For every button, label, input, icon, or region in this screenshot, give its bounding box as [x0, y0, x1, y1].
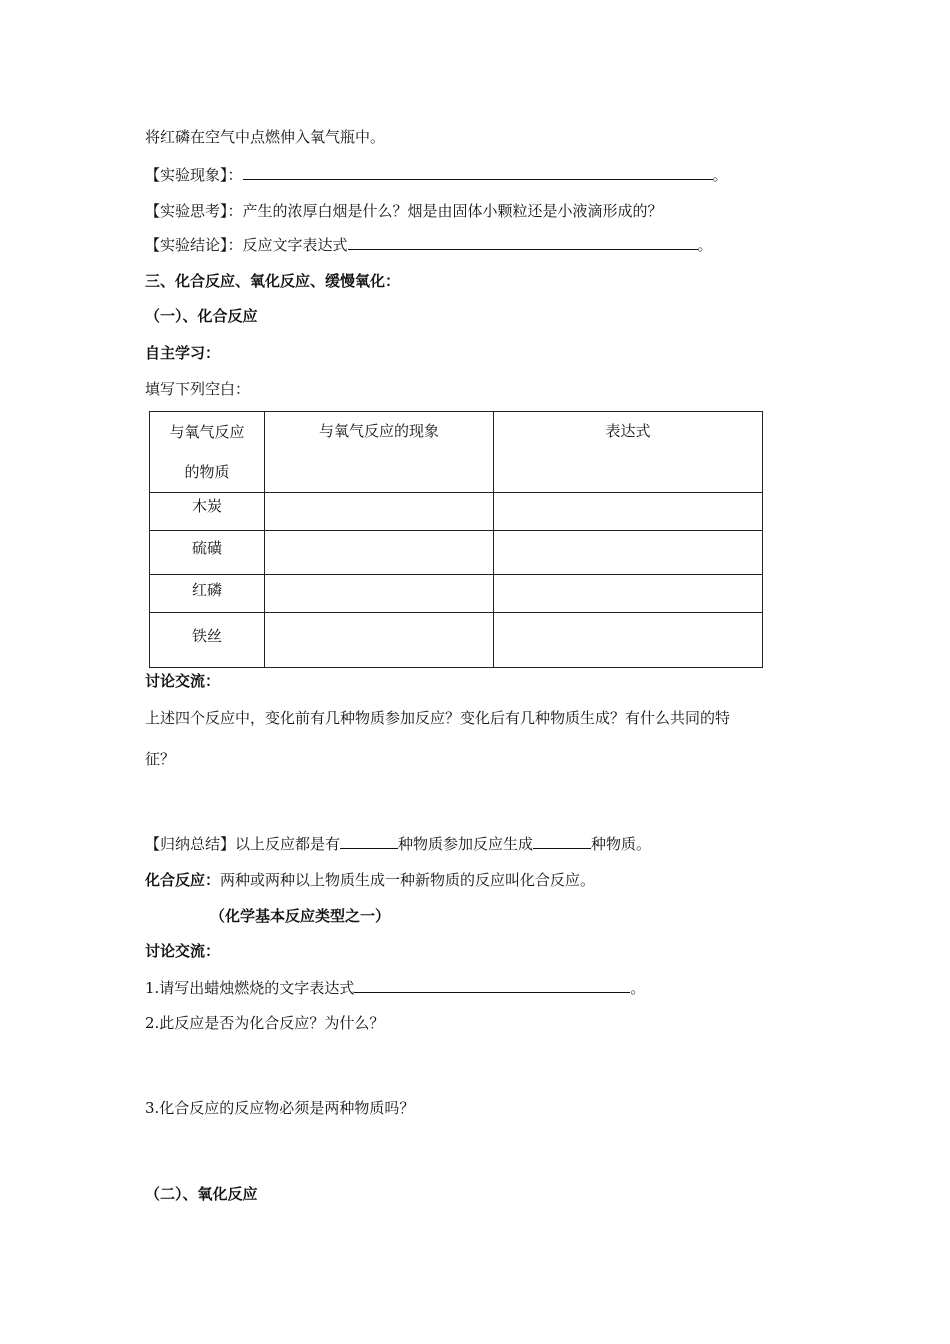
thinking-line	[145, 201, 663, 221]
phenomenon-label: 【实验现象】：	[145, 166, 243, 184]
conclusion-text: 反应文字表达式	[242, 236, 348, 254]
discussion-heading-1: 讨论交流：	[145, 672, 221, 690]
header-expression: 表达式	[494, 412, 763, 493]
table-row	[150, 613, 763, 668]
phenomenon-blank[interactable]	[243, 164, 713, 180]
substance-cell: 铁丝	[150, 613, 265, 668]
definition-term: 化合反应：	[145, 871, 221, 889]
subsection-heading-2: （二）、氧化反应	[145, 1185, 258, 1203]
substance-cell: 木炭	[150, 493, 265, 531]
question-1-blank[interactable]	[354, 977, 630, 993]
self-study-heading: 自主学习：	[145, 344, 221, 362]
conclusion-blank[interactable]	[348, 234, 698, 250]
table-row	[150, 575, 763, 613]
phenomenon-cell[interactable]	[265, 613, 494, 668]
substance-cell: 红磷	[150, 575, 265, 613]
header-substance-line1: 与氧气反应	[169, 423, 245, 441]
question-line-1: 上述四个反应中，变化前有几种物质参加反应？变化后有几种物质生成？有什么共同的特	[145, 709, 731, 727]
reaction-table	[149, 411, 763, 668]
expression-cell[interactable]	[494, 613, 763, 668]
expression-cell[interactable]	[494, 575, 763, 613]
fill-instruction: 填写下列空白：	[145, 380, 251, 398]
thinking-text: 产生的浓厚白烟是什么？烟是由固体小颗粒还是小液滴形成的？	[242, 202, 663, 220]
question-3: 3.化合反应的反应物必须是两种物质吗？	[145, 1099, 415, 1117]
question-1-text: 1.请写出蜡烛燃烧的文字表达式	[145, 979, 355, 997]
conclusion-line	[145, 234, 713, 255]
expression-cell[interactable]	[494, 531, 763, 575]
header-substance	[150, 412, 265, 493]
question-2: 2.此反应是否为化合反应？为什么？	[145, 1014, 385, 1032]
summary-part-b: 种物质参加反应生成	[398, 835, 534, 853]
question-1-end: 。	[630, 979, 646, 997]
substance-cell: 硫磺	[150, 531, 265, 575]
section-heading: 三、化合反应、氧化反应、缓慢氧化：	[145, 272, 401, 290]
header-phenomenon: 与氧气反应的现象	[265, 412, 494, 493]
table-row	[150, 531, 763, 575]
phenomenon-cell[interactable]	[265, 575, 494, 613]
phenomenon-cell[interactable]	[265, 531, 494, 575]
phenomenon-end: 。	[712, 166, 728, 184]
table-header-row	[150, 412, 763, 493]
thinking-label: 【实验思考】：	[145, 202, 243, 220]
header-substance-line2: 的物质	[184, 463, 230, 481]
conclusion-label: 【实验结论】：	[145, 236, 243, 254]
discussion-heading-2: 讨论交流：	[145, 942, 221, 960]
expression-cell[interactable]	[494, 493, 763, 531]
table-row	[150, 493, 763, 531]
summary-blank-1[interactable]	[340, 833, 398, 849]
summary-blank-2[interactable]	[533, 833, 591, 849]
question-line-2: 征？	[145, 750, 176, 768]
summary-part-c: 种物质。	[591, 835, 652, 853]
phenomenon-cell[interactable]	[265, 493, 494, 531]
conclusion-end: 。	[697, 236, 713, 254]
summary-line	[145, 833, 651, 854]
intro-text: 将红磷在空气中点燃伸入氧气瓶中。	[145, 128, 386, 146]
definition-text: 两种或两种以上物质生成一种新物质的反应叫化合反应。	[220, 871, 596, 889]
question-1	[145, 977, 645, 998]
summary-part-a: 【归纳总结】以上反应都是有	[145, 835, 341, 853]
phenomenon-line	[145, 164, 728, 185]
subsection-heading-1: （一）、化合反应	[145, 307, 258, 325]
definition-line	[145, 870, 595, 890]
reaction-type-note: （化学基本反应类型之一）	[210, 907, 391, 925]
